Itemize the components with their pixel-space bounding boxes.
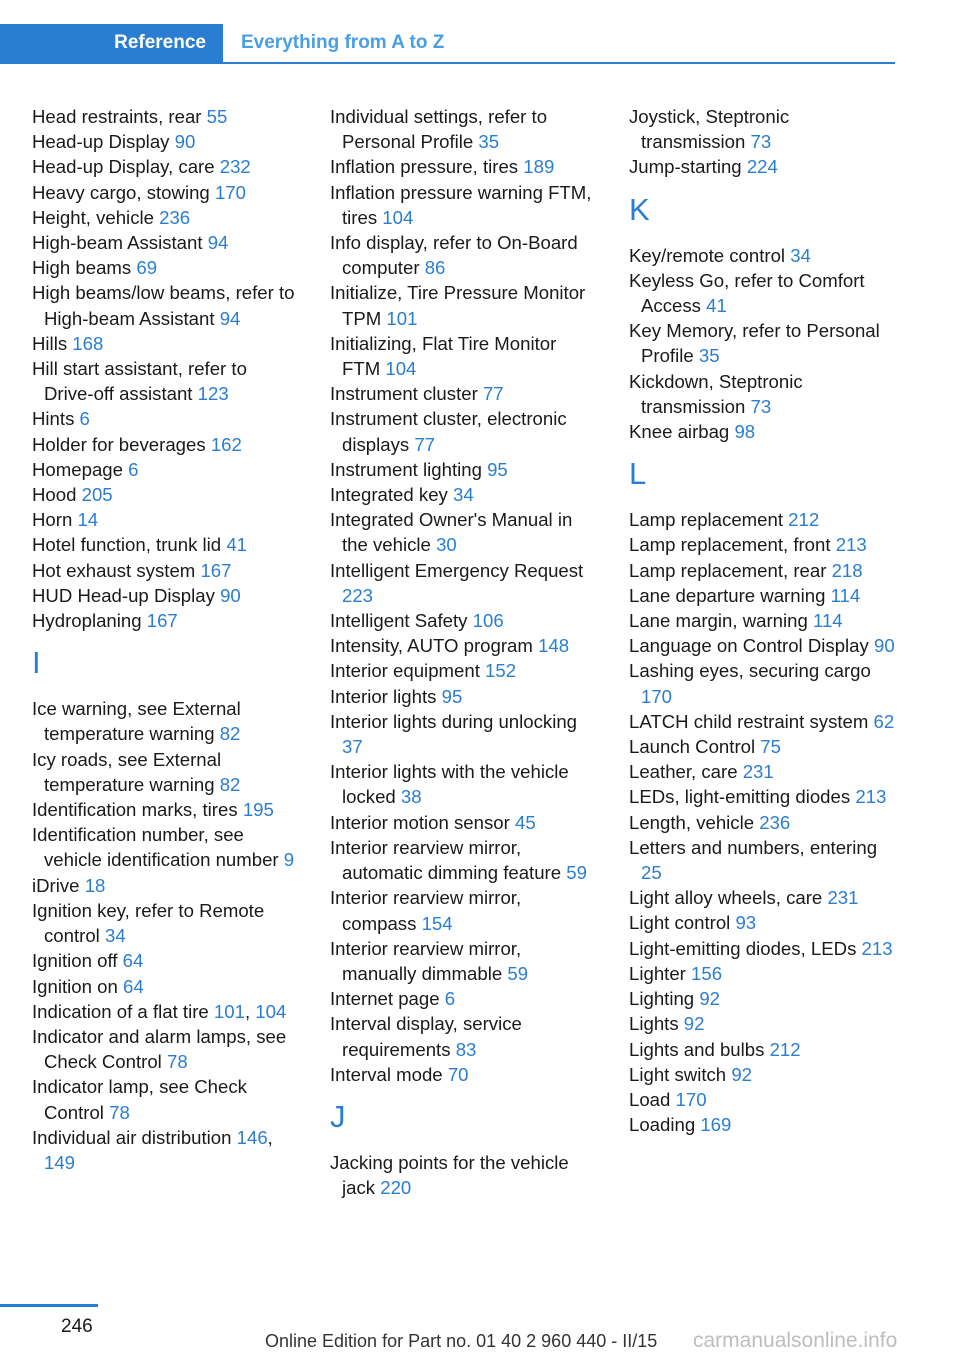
page-link[interactable]: 90: [174, 131, 196, 153]
page-link[interactable]: 101: [213, 1000, 245, 1022]
index-entry: [330, 507, 598, 557]
page-link[interactable]: 148: [538, 635, 570, 657]
index-entry: [629, 369, 897, 419]
page-link[interactable]: 37: [342, 736, 363, 758]
page-link[interactable]: 220: [380, 1177, 412, 1199]
page-link[interactable]: 104: [255, 1000, 287, 1022]
index-entry-text: Internet page: [330, 988, 445, 1010]
index-entry: [629, 318, 897, 368]
page-link[interactable]: 6: [128, 458, 139, 480]
index-entry-text: Lamp replacement, rear: [629, 559, 832, 581]
index-entry: [32, 230, 300, 255]
page-link[interactable]: 18: [84, 874, 106, 896]
page-link[interactable]: 64: [122, 950, 144, 972]
index-entry: [629, 104, 897, 154]
index-entry-text: Holder for beverages: [32, 433, 211, 455]
page-link[interactable]: 123: [197, 383, 229, 405]
page-link[interactable]: 232: [219, 156, 251, 178]
index-entry: [32, 356, 300, 406]
page-link[interactable]: 167: [200, 559, 232, 581]
index-entry-text: Joystick, Steptronic transmission: [629, 106, 790, 153]
index-entry: [629, 1037, 897, 1062]
index-entry: [330, 885, 598, 935]
index-entry-text: Inflation pressure warning FTM, tires: [330, 181, 592, 228]
index-entry-text: Jacking points for the vehicle jack: [330, 1151, 569, 1199]
page-link[interactable]: 195: [242, 799, 274, 821]
index-entry: [32, 129, 300, 154]
page-link[interactable]: 152: [485, 660, 517, 682]
index-entry-text: Initializing, Flat Tire Monitor FTM: [330, 332, 557, 380]
index-entry-text: Interval mode: [330, 1063, 448, 1085]
index-entry: [330, 558, 598, 608]
index-entry: [32, 180, 300, 205]
page-link[interactable]: 78: [109, 1101, 130, 1123]
index-entry: [629, 810, 897, 835]
index-entry-text: Hill start assistant, refer to Drive-off assistant: [32, 358, 247, 405]
index-entry-text: Instrument cluster, electronic displays: [330, 408, 567, 455]
page-link[interactable]: 212: [788, 509, 820, 531]
index-entry-text: Length, vehicle: [629, 811, 760, 833]
index-entry-text: Hood: [32, 484, 82, 506]
index-entry-text: Interior lights: [330, 685, 442, 707]
index-entry-text: Icy roads, see External temperature warning: [32, 748, 222, 795]
index-entry: [330, 936, 598, 986]
index-entry-text: Head-up Display: [32, 131, 175, 153]
page-link[interactable]: 231: [742, 761, 774, 783]
index-entry-text: Head-up Display, care: [32, 156, 220, 178]
index-entry: [32, 507, 300, 532]
page-link[interactable]: 77: [482, 383, 504, 405]
page-header: [0, 24, 895, 64]
index-entry: [629, 986, 897, 1011]
index-entry: [330, 835, 598, 885]
index-entry-text: Loading: [629, 1114, 701, 1136]
index-entry-text: Interior equipment: [330, 660, 486, 682]
page-link[interactable]: 14: [77, 509, 99, 531]
page-link[interactable]: 77: [414, 433, 436, 455]
index-entry-text: Heavy cargo, stowing: [32, 181, 215, 203]
index-entry: [32, 154, 300, 179]
page-link[interactable]: 55: [206, 106, 228, 127]
page-link[interactable]: 38: [400, 786, 422, 808]
index-entry-text: Key Memory, refer to Personal Profile: [629, 320, 880, 367]
index-entry-text: Interior rearview mirror, manually dimmable: [330, 937, 522, 984]
index-entry-text: Indicator and alarm lamps, see Check Control: [32, 1025, 287, 1073]
index-entry-text: Intensity, AUTO program: [330, 635, 539, 657]
page-link[interactable]: 75: [760, 736, 781, 758]
page-link[interactable]: 64: [122, 975, 144, 997]
page-link[interactable]: 83: [455, 1038, 477, 1060]
page-link[interactable]: 78: [166, 1051, 188, 1073]
page-link[interactable]: 213: [855, 786, 887, 808]
footer-rule: [0, 1304, 98, 1307]
index-entry: [629, 268, 897, 318]
index-entry: [32, 696, 300, 746]
index-entry: [330, 154, 598, 179]
index-entry: [330, 457, 598, 482]
page-link[interactable]: 92: [683, 1013, 705, 1035]
page-link[interactable]: 169: [700, 1114, 732, 1136]
index-entry: [32, 558, 300, 583]
page-link[interactable]: 98: [734, 421, 756, 443]
index-entry-text: LEDs, light-emitting diodes: [629, 786, 856, 808]
chapter-title: Everything from A to Z: [241, 32, 445, 53]
index-entry-text: Instrument lighting: [330, 458, 488, 480]
page-link[interactable]: 34: [790, 244, 811, 266]
index-entry: [629, 734, 897, 759]
index-entry: [32, 532, 300, 557]
page-link[interactable]: 170: [675, 1088, 707, 1110]
page-link[interactable]: 114: [812, 610, 843, 632]
page-link[interactable]: 162: [210, 433, 242, 455]
index-entry-text: Interior lights during unlocking: [330, 710, 578, 732]
page-link[interactable]: 82: [219, 773, 241, 795]
index-entry: [32, 331, 300, 356]
page-link[interactable]: 106: [472, 610, 504, 632]
index-entry-text: Ignition on: [32, 975, 123, 997]
index-entry-text: HUD Head-up Display: [32, 584, 221, 606]
index-entry: [32, 873, 300, 898]
page-link[interactable]: 62: [873, 710, 895, 732]
index-entry: [330, 709, 598, 759]
index-entry-text: Key/remote control: [629, 244, 791, 266]
index-column-1: [32, 104, 300, 1175]
index-entry: [32, 898, 300, 948]
index-entry: [32, 797, 300, 822]
index-entry-text: Individual air distribution: [32, 1126, 237, 1148]
page-separator: ,: [244, 1000, 256, 1022]
index-entry: [330, 810, 598, 835]
index-entry-text: Initialize, Tire Pressure Monitor TPM: [330, 282, 586, 329]
page-link[interactable]: 6: [79, 408, 90, 430]
page-link[interactable]: 94: [207, 232, 229, 254]
page-link[interactable]: 35: [478, 131, 500, 153]
index-entry: [330, 608, 598, 633]
page-link[interactable]: 170: [214, 181, 246, 203]
index-entry: [32, 1074, 300, 1124]
index-entry-text: Integrated key: [330, 484, 454, 506]
index-entry: [629, 1011, 897, 1036]
index-entry: [330, 230, 598, 280]
page-link[interactable]: 73: [750, 131, 772, 153]
index-entry-text: Inflation pressure, tires: [330, 156, 524, 178]
index-entry: [629, 608, 897, 633]
index-entry-text: Interior lights with the vehicle locked: [330, 761, 569, 808]
index-entry: [32, 608, 300, 633]
index-entry: [32, 205, 300, 230]
index-entry-text: Intelligent Safety: [330, 610, 473, 632]
index-entry-text: Knee airbag: [629, 421, 735, 443]
index-entry-text: Jump-starting: [629, 156, 747, 178]
index-entry: [330, 331, 598, 381]
page-link[interactable]: 86: [424, 257, 446, 279]
index-entry: [32, 1024, 300, 1074]
index-entry: [629, 507, 897, 532]
index-entry: [330, 633, 598, 658]
index-entry: [629, 419, 897, 444]
page-link[interactable]: 93: [735, 912, 757, 934]
index-entry-text: Language on Control Display: [629, 635, 874, 657]
index-entry-text: Interior rearview mirror, compass: [330, 887, 522, 934]
page-link[interactable]: 82: [219, 723, 241, 745]
index-entry: [32, 822, 300, 872]
index-entry: [629, 784, 897, 809]
index-entry: [330, 684, 598, 709]
index-entry-text: Interior rearview mirror, automatic dimming feature: [330, 836, 567, 884]
index-entry: [32, 1125, 300, 1175]
index-entry-text: Keyless Go, refer to Comfort Access: [629, 269, 865, 317]
index-entry: [32, 974, 300, 999]
index-entry-text: Lane margin, warning: [629, 610, 813, 632]
index-entry-text: Individual settings, refer to Personal Profile: [330, 106, 548, 153]
index-entry-text: High beams: [32, 257, 137, 279]
index-entry: [629, 243, 897, 268]
index-entry: [629, 961, 897, 986]
page-link[interactable]: 156: [691, 962, 723, 984]
page-link[interactable]: 73: [750, 395, 772, 417]
index-entry: [330, 658, 598, 683]
page-link[interactable]: 41: [706, 295, 727, 317]
index-entry-text: Launch Control: [629, 736, 761, 758]
page-link[interactable]: 231: [827, 887, 859, 909]
page-link[interactable]: 69: [136, 257, 158, 279]
page-link[interactable]: 92: [699, 988, 720, 1010]
index-entry-text: Hot exhaust system: [32, 559, 201, 581]
index-letter-heading: I: [32, 645, 41, 681]
page-link[interactable]: 25: [641, 862, 662, 884]
index-entry: [330, 406, 598, 456]
index-entry-text: LATCH child restraint system: [629, 710, 874, 732]
page-link[interactable]: 95: [487, 458, 508, 480]
index-entry: [330, 1150, 598, 1200]
page-link[interactable]: 168: [72, 332, 104, 354]
page-link[interactable]: 94: [219, 307, 241, 329]
page-link[interactable]: 41: [226, 534, 247, 556]
section-tab[interactable]: Reference: [0, 24, 223, 62]
page-link[interactable]: 149: [44, 1151, 76, 1173]
index-entry: [629, 532, 897, 557]
page-link[interactable]: 34: [453, 484, 474, 506]
index-entry: [32, 457, 300, 482]
index-entry-text: Leather, care: [629, 761, 743, 783]
index-entry: [629, 1112, 897, 1137]
page-link[interactable]: 70: [447, 1063, 469, 1085]
index-entry: [629, 1087, 897, 1112]
index-entry-text: Homepage: [32, 458, 129, 480]
page-link[interactable]: 35: [698, 345, 720, 367]
index-entry: [629, 709, 897, 734]
index-entry-text: Identification number, see vehicle identification number: [32, 824, 284, 871]
page-link[interactable]: 218: [831, 559, 863, 581]
page-link[interactable]: 104: [382, 206, 414, 228]
index-entry: [330, 986, 598, 1011]
index-column-3: [629, 104, 897, 1137]
index-entry-text: Lighter: [629, 962, 692, 984]
page-link[interactable]: 90: [873, 635, 895, 657]
index-entry-text: Light-emitting diodes, LEDs: [629, 937, 862, 959]
page-link[interactable]: 146: [236, 1126, 268, 1148]
index-entry: [32, 482, 300, 507]
index-entry: [629, 583, 897, 608]
page-link[interactable]: 59: [507, 962, 529, 984]
page-link[interactable]: 59: [566, 862, 587, 884]
page-link[interactable]: 223: [342, 584, 374, 606]
index-entry: [629, 835, 897, 885]
index-entry: [32, 432, 300, 457]
index-entry-text: Hotel function, trunk lid: [32, 534, 227, 556]
index-entry: [629, 936, 897, 961]
index-entry-text: Load: [629, 1088, 676, 1110]
page-link[interactable]: 213: [835, 534, 867, 556]
index-entry-text: Light switch: [629, 1063, 732, 1085]
index-entry: [629, 910, 897, 935]
index-entry-text: Hints: [32, 408, 80, 430]
index-entry: [32, 406, 300, 431]
index-entry-text: Lights: [629, 1013, 684, 1035]
page-link[interactable]: 189: [523, 156, 555, 178]
page-link[interactable]: 154: [421, 912, 453, 934]
index-entry: [330, 104, 598, 154]
index-entry-text: Lane departure warning: [629, 584, 831, 606]
index-entry-text: Identification marks, tires: [32, 799, 243, 821]
index-entry: [330, 482, 598, 507]
page-link[interactable]: 213: [861, 937, 893, 959]
index-entry: [629, 154, 897, 179]
index-entry-text: Lashing eyes, securing cargo: [629, 660, 871, 682]
index-entry-text: Interval display, service requirements: [330, 1013, 522, 1060]
index-entry-text: Instrument cluster: [330, 383, 483, 405]
page-link[interactable]: 9: [283, 849, 295, 871]
index-entry-text: Kickdown, Steptronic transmission: [629, 370, 803, 417]
page-link[interactable]: 114: [830, 584, 861, 606]
index-letter-heading: J: [330, 1098, 346, 1134]
index-entry: [32, 280, 300, 330]
index-entry-text: Indication of a flat tire: [32, 1000, 214, 1022]
page-number: 246: [61, 1316, 93, 1337]
index-entry: [330, 1062, 598, 1087]
index-entry-text: High-beam Assistant: [32, 232, 208, 254]
index-entry: [629, 558, 897, 583]
page-link[interactable]: 170: [641, 685, 673, 707]
index-entry: [330, 280, 598, 330]
index-letter-heading: K: [629, 191, 650, 227]
index-entry-text: Integrated Owner's Manual in the vehicle: [330, 509, 573, 556]
index-entry-text: Horn: [32, 509, 78, 531]
index-entry: [32, 583, 300, 608]
index-entry-text: Lighting: [629, 988, 700, 1010]
page-link[interactable]: 101: [386, 307, 418, 329]
index-entry-text: Interior motion sensor: [330, 811, 515, 833]
index-entry: [32, 747, 300, 797]
index-entry: [330, 381, 598, 406]
index-entry: [32, 255, 300, 280]
index-entry-text: Ignition off: [32, 950, 123, 972]
index-entry: [330, 759, 598, 809]
index-entry-text: Intelligent Emergency Request: [330, 559, 584, 581]
edition-note: Online Edition for Part no. 01 40 2 960 440 - II/15: [265, 1331, 658, 1351]
index-entry-text: Height, vehicle: [32, 206, 160, 228]
index-entry: [32, 948, 300, 973]
index-entry-text: Lights and bulbs: [629, 1038, 770, 1060]
page-link[interactable]: 212: [769, 1038, 801, 1060]
page-link[interactable]: 95: [441, 685, 463, 707]
page-link[interactable]: 167: [146, 610, 178, 632]
index-entry: [32, 104, 300, 129]
index-entry: [629, 1062, 897, 1087]
index-letter-heading: L: [629, 456, 647, 492]
page-link[interactable]: 30: [436, 534, 457, 556]
page-link[interactable]: 236: [159, 206, 191, 228]
index-entry: [330, 1011, 598, 1061]
page-link[interactable]: 224: [746, 156, 778, 178]
index-entry-text: Indicator lamp, see Check Control: [32, 1076, 247, 1123]
index-entry-text: Head restraints, rear: [32, 106, 207, 127]
index-entry-text: Ice warning, see External temperature warning: [32, 698, 241, 745]
index-entry: [330, 180, 598, 230]
page-link[interactable]: 236: [759, 811, 791, 833]
index-entry-text: Letters and numbers, entering: [629, 836, 878, 858]
page-link[interactable]: 90: [220, 584, 241, 606]
watermark: carmanualsonline.info: [693, 1329, 898, 1352]
index-entry-text: iDrive: [32, 874, 85, 896]
index-entry-text: Hills: [32, 332, 73, 354]
page-link[interactable]: 92: [731, 1063, 752, 1085]
page-link[interactable]: 6: [444, 988, 456, 1010]
index-entry-text: Info display, refer to On-Board computer: [330, 232, 578, 279]
page-link[interactable]: 34: [104, 925, 126, 947]
index-entry-text: Lamp replacement: [629, 509, 789, 531]
index-entry: [629, 633, 897, 658]
index-entry-text: Light alloy wheels, care: [629, 887, 828, 909]
page-link[interactable]: 104: [385, 358, 417, 380]
index-entry-text: Lamp replacement, front: [629, 534, 836, 556]
index-entry: [629, 759, 897, 784]
index-entry-text: High beams/low beams, refer to High-beam Assistant: [32, 282, 295, 329]
index-entry-text: Light control: [629, 912, 736, 934]
index-entry: [629, 658, 897, 708]
index-entry-text: Ignition key, refer to Remote control: [32, 899, 265, 947]
index-entry-text: Hydroplaning: [32, 610, 147, 632]
page-link[interactable]: 45: [514, 811, 536, 833]
index-entry: [629, 885, 897, 910]
index-entry: [32, 999, 300, 1024]
index-column-2: [330, 104, 598, 1200]
page-link[interactable]: 205: [81, 484, 113, 506]
page-separator: ,: [267, 1126, 273, 1148]
